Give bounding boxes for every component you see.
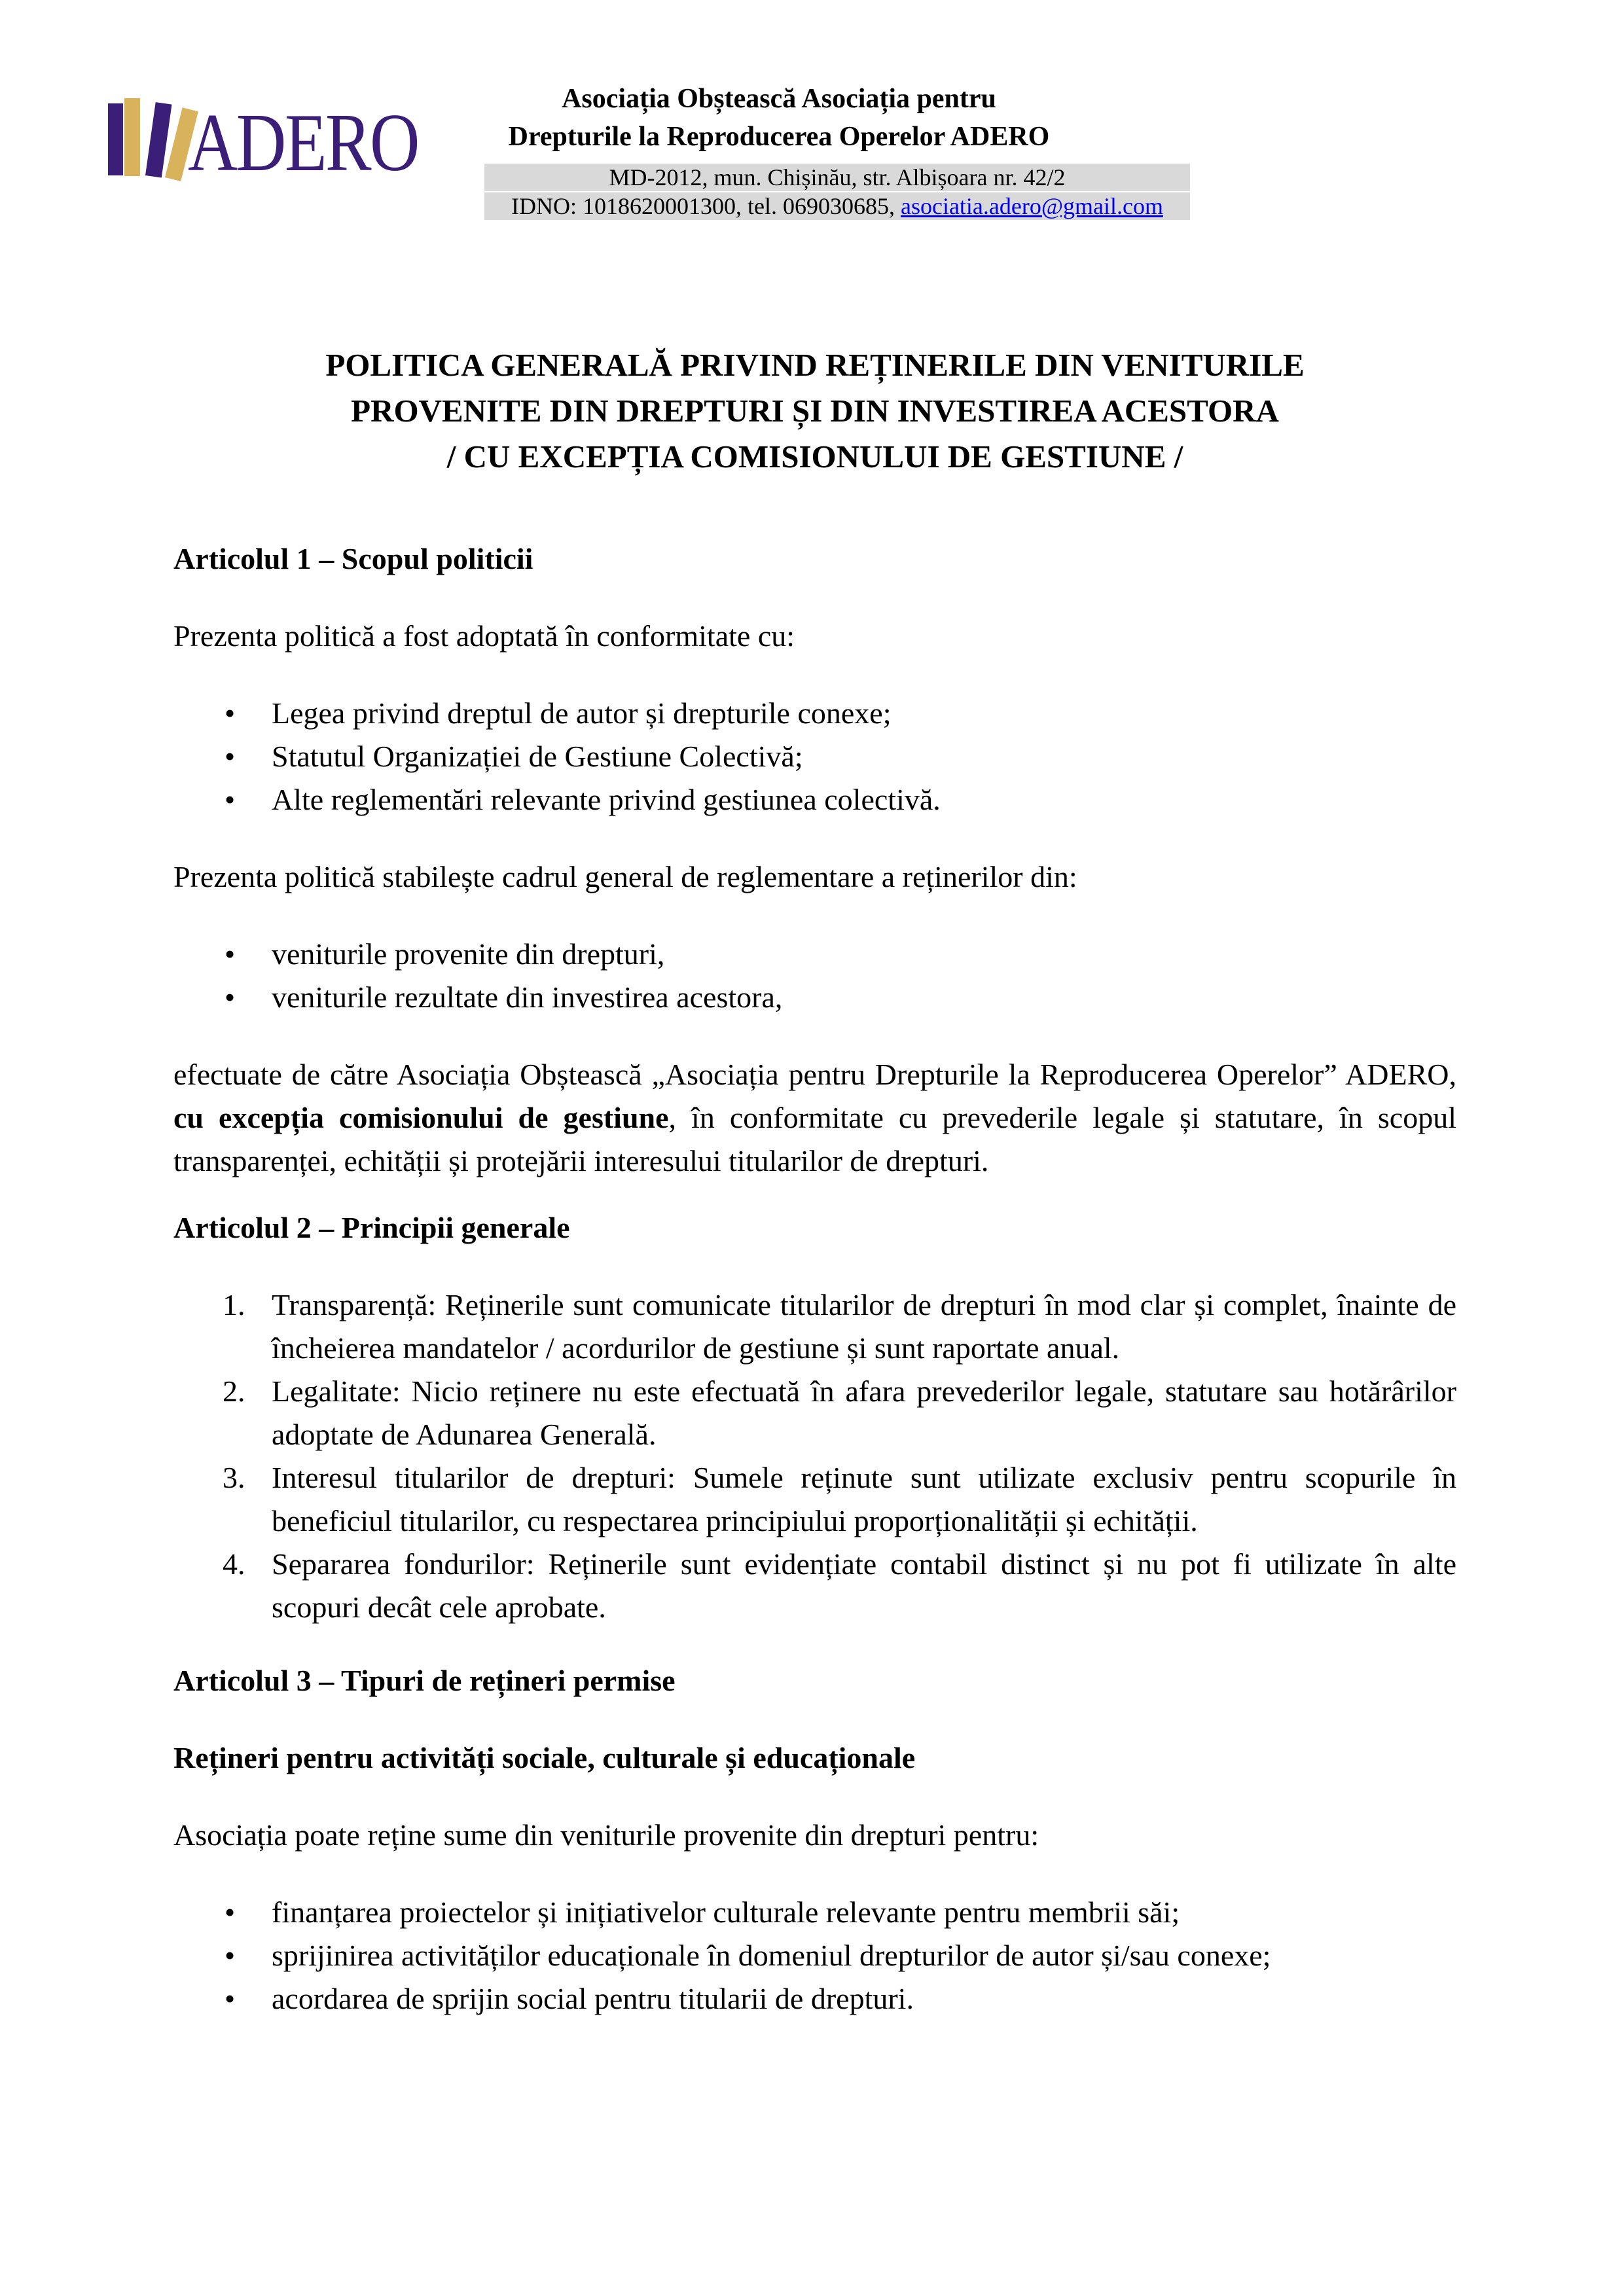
- list-item: • sprijinirea activităților educaționale în domeniul drepturilor de autor și/sau conexe;: [272, 1934, 1456, 1977]
- letterhead: [0, 0, 1624, 301]
- document-title-line3: / CU EXCEPȚIA COMISIONULUI DE GESTIUNE /: [446, 439, 1183, 475]
- article-2-numbered-list: [173, 1283, 1456, 1629]
- email-link[interactable]: asociatia.adero@gmail.com: [900, 193, 1163, 219]
- address-line: MD-2012, mun. Chișinău, str. Albișoara nr. 42/2: [484, 164, 1190, 191]
- article-1-bullet-list-2: [173, 933, 1456, 1019]
- paragraph-text: efectuate de către Asociația Obștească „Asociația pentru Drepturile la Reproducerea Operelor” ADERO,: [173, 1058, 1456, 1091]
- logo-book-icon: [124, 98, 140, 176]
- paragraph-bold-text: cu excepția comisionului de gestiune: [173, 1101, 669, 1134]
- document-title-line2: PROVENITE DIN DREPTURI ȘI DIN INVESTIREA ACESTORA: [351, 393, 1279, 429]
- list-item: Legalitate: Nicio reținere nu este efectuată în afara prevederilor legale, statutare sau hotărârilor adoptate de Adunarea Generală.: [272, 1374, 1456, 1451]
- article-2-heading: Articolul 2 – Principii generale: [173, 1211, 570, 1244]
- idno-line: [484, 192, 1190, 220]
- document-title-line1: POLITICA GENERALĂ PRIVIND REȚINERILE DIN VENITURILE: [325, 347, 1305, 383]
- list-item: Interesul titularilor de drepturi: Sumele reținute sunt utilizate exclusiv pentru scopurile în beneficiul titularilor, cu respectarea principiului proporționalității și echității.: [272, 1461, 1456, 1537]
- logo-book-icon: [108, 103, 123, 175]
- article-1-heading: Articolul 1 – Scopul politicii: [173, 542, 533, 575]
- logo-wordmark: ADERO: [188, 98, 418, 188]
- article-1-intro: Prezenta politică a fost adoptată în conformitate cu:: [173, 619, 795, 653]
- article-1-paragraph-2: Prezenta politică stabilește cadrul general de reglementare a reținerilor din:: [173, 860, 1077, 893]
- article-3-bullet-list: [173, 1891, 1456, 2020]
- idno-text: IDNO: 1018620001300, tel. 069030685,: [511, 193, 901, 219]
- article-1-paragraph-3: [173, 1053, 1456, 1183]
- list-item: • veniturile provenite din drepturi,: [272, 933, 1456, 976]
- article-3-heading: Articolul 3 – Tipuri de rețineri permise: [173, 1664, 676, 1697]
- list-item: • veniturile rezultate din investirea acestora,: [272, 976, 1456, 1019]
- list-item: Separarea fondurilor: Reținerile sunt evidențiate contabil distinct și nu pot fi utilizate în alte scopuri decât cele aprobate.: [272, 1547, 1456, 1624]
- contact-box: [484, 164, 1190, 220]
- list-item: • acordarea de sprijin social pentru titularii de drepturi.: [272, 1977, 1456, 2020]
- paragraph-text: , în conformitate cu prevederile legale și statutare, în scopul transparenței, echității și protejării interesului titularilor de drepturi.: [173, 1101, 1456, 1177]
- document-title: [173, 342, 1456, 480]
- list-item: • Statutul Organizației de Gestiune Colectivă;: [272, 735, 1456, 778]
- list-item: Transparență: Reținerile sunt comunicate titularilor de drepturi în mod clar și complet, înainte de încheierea mandatelor / acordurilor de gestiune și sunt raportate anual.: [272, 1288, 1456, 1365]
- article-3-intro: Asociația poate reține sume din veniturile provenite din drepturi pentru:: [173, 1818, 1039, 1852]
- organization-name-line2: Drepturile la Reproducerea Operelor ADERO: [508, 122, 1050, 152]
- list-item: • Legea privind dreptul de autor și drepturile conexe;: [272, 692, 1456, 735]
- organization-name-line1: Asociația Obștească Asociația pentru: [562, 84, 996, 114]
- document-body: [173, 342, 1456, 2020]
- list-item: • Alte reglementări relevante privind gestiunea colectivă.: [272, 778, 1456, 821]
- organization-name: [452, 80, 1106, 156]
- list-item: • finanțarea proiectelor și inițiativelor culturale relevante pentru membrii săi;: [272, 1891, 1456, 1934]
- article-1-bullet-list-1: [173, 692, 1456, 821]
- article-3-subheading: Rețineri pentru activități sociale, culturale și educaționale: [173, 1741, 916, 1774]
